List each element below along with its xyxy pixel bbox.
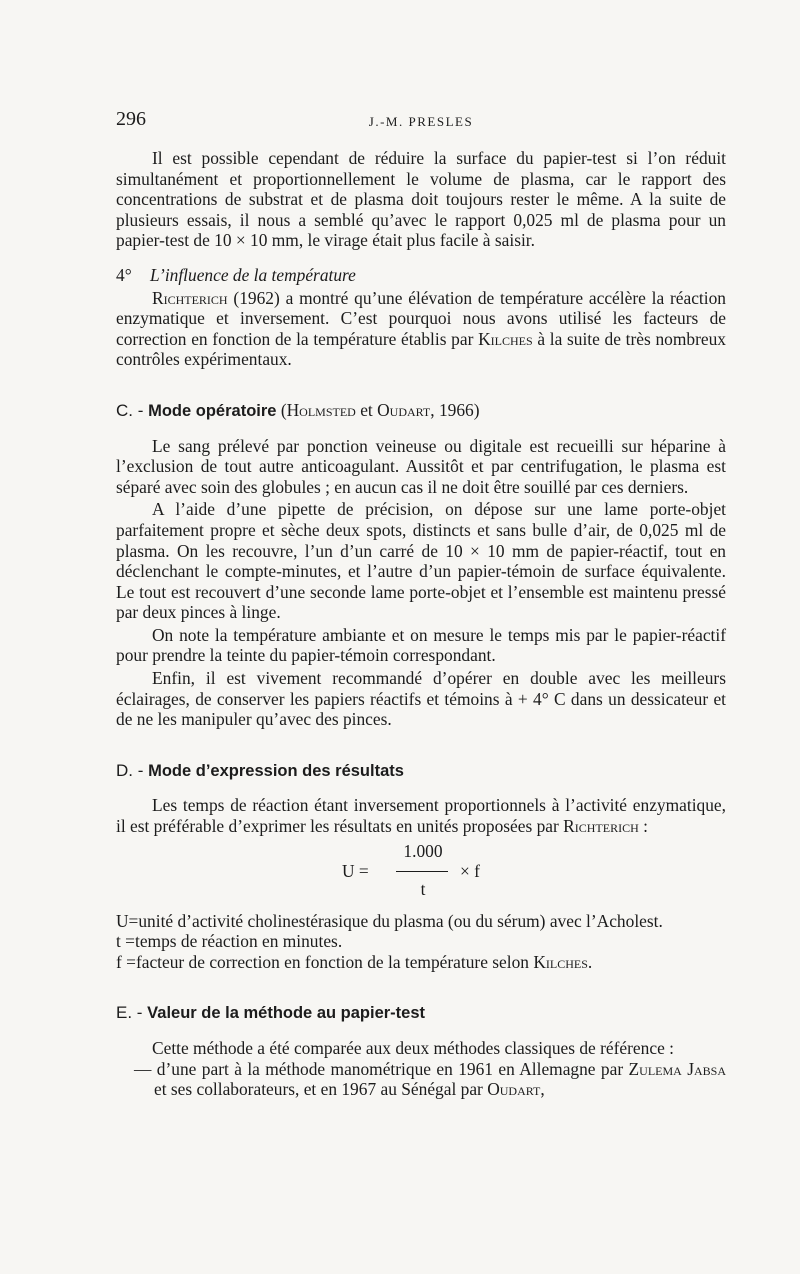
paragraph-pipette: A l’aide d’une pipette de précision, on dépose sur une lame porte-objet parfaitement propre et sèche deux spots, distincts et sans bulle d’air, de 0,025 ml de plasma. On les recouvre, l’un d’un carré de 10 × 10 mm de papier-réactif, tout en déclenchant le compte-minutes, et l’autre d’un papier-témoin de surface équivalente. Le tout est recouvert d’une seconde lame porte-objet et l’ensemble est maintenu pressé par deux pinces à linge. (116, 499, 726, 623)
paragraph-temperature (116, 288, 726, 370)
author-oudart: Oudart (377, 399, 431, 420)
fraction-bar (396, 871, 448, 872)
formula-numerator: 1.000 (403, 840, 443, 861)
definition-u: U=unité d’activité cholinestérasique du plasma (ou du sérum) avec l’Acholest. (116, 910, 663, 931)
formula-denominator: t (420, 878, 426, 899)
list-text: et ses collaborateurs, et en 1967 au Sénégal par (154, 1079, 488, 1100)
section-letter: E. - (116, 1003, 148, 1023)
definition-t: t =temps de réaction en minutes. (116, 931, 343, 952)
section-heading-d (116, 760, 726, 782)
paragraph-papier-test: Il est possible cependant de réduire la surface du papier-test si l’on réduit simultanément et proportionnellement le volume de plasma, car le rapport des concentrations de substrat et de plasma doit toujours rester le même. A la suite de plusieurs essais, il nous a semblé qu’avec le rapport 0,025 ml de plasma pour un papier-test de 10 × 10 mm, le virage était plus facile à saisir. (116, 148, 726, 251)
definition-f (116, 952, 726, 973)
author-holmsted: Holmsted (286, 399, 356, 420)
definition-text: . (587, 951, 593, 972)
section-title: Mode opératoire (148, 401, 277, 420)
section-letter: C. - (116, 400, 149, 420)
paragraph-recommandation: Enfin, il est vivement recommandé d’opérer en double avec les meilleurs éclairages, de conserver les papiers réactifs et témoins à + 4° C dans un dessicateur et de ne les manipuler qu’avec des pinces. (116, 668, 726, 730)
paragraph-text: à la suite de très nombreux contrôles expérimentaux. (116, 328, 726, 370)
page-number: 296 (116, 108, 146, 130)
section-letter: D. - (116, 760, 149, 780)
section-heading-c (116, 400, 726, 422)
definition-text: f =facteur de correction en fonction de la température selon (116, 951, 534, 972)
paragraph-expression (116, 795, 726, 836)
formula-lhs: U = (342, 860, 369, 881)
paragraph-text: : (638, 816, 648, 837)
author-richterich: Richterich (563, 816, 639, 837)
subsection-number: 4° (116, 264, 132, 285)
author-richterich: Richterich (152, 287, 228, 308)
list-text: — d’une part à la méthode manométrique en 1961 en Allemagne par (134, 1058, 629, 1079)
section-ref: , 1966) (430, 399, 480, 420)
formula (116, 841, 726, 905)
list-text: , (540, 1079, 545, 1100)
author-kilches: Kilches (533, 951, 588, 972)
author-kilches: Kilches (478, 328, 533, 349)
paragraph-comparaison: Cette méthode a été comparée aux deux méthodes classiques de référence : (152, 1038, 674, 1058)
paragraph-temperature-ambiante: On note la température ambiante et on mesure le temps mis par le papier-réactif pour prendre la teinte du papier-témoin correspondant. (116, 624, 726, 666)
paragraph-text: Les temps de réaction étant inversement proportionnels à l’activité enzymatique, il est préférable d’exprimer les résultats en unités proposées par (116, 795, 726, 837)
list-item-manometrique (134, 1058, 726, 1100)
section-heading-e (116, 1002, 726, 1024)
section-ref: et (355, 399, 378, 420)
section-title: Valeur de la méthode au papier-test (147, 1004, 426, 1023)
formula-rhs: × f (460, 860, 480, 881)
section-ref: ( (276, 399, 287, 420)
paragraph-text: (1962) a montré qu’une élévation de température accélère la réaction enzymatique et inversement. C’est pourquoi nous avons utilisé les facteurs de correction en fonction de la température établis par (116, 287, 726, 349)
subsection-title: L’influence de la température (150, 264, 356, 285)
page-header (116, 108, 726, 136)
running-head: J.-M. PRESLES (368, 114, 474, 129)
subsection-heading-temperature (116, 265, 726, 286)
page-body (116, 148, 726, 1100)
author-zulema-jabsa: Zulema Jabsa (628, 1058, 726, 1079)
author-oudart: Oudart (487, 1079, 541, 1100)
section-title: Mode d’expression des résultats (148, 761, 404, 780)
paragraph-prelevement: Le sang prélevé par ponction veineuse ou digitale est recueilli sur héparine à l’exclusion de tout autre anticoagulant. Aussitôt et par centrifugation, le plasma est séparé avec soin des globules ; en aucun cas il ne doit être souillé par ces derniers. (116, 435, 726, 497)
